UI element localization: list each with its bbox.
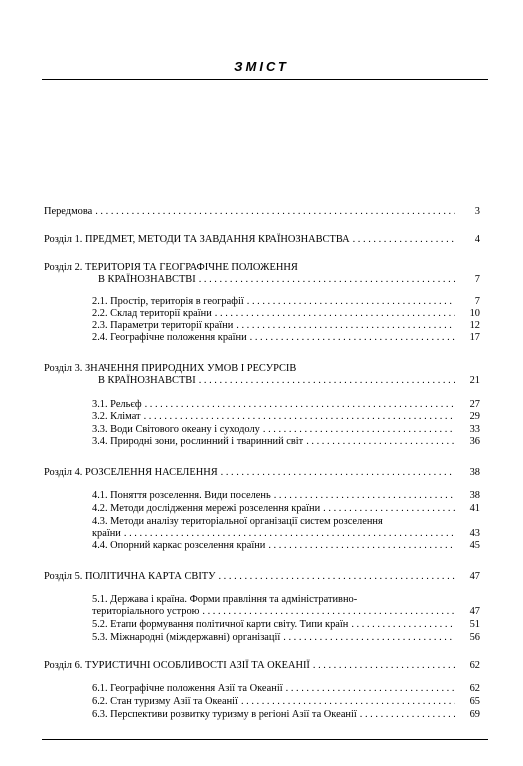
toc-page-number: 29 bbox=[469, 411, 480, 422]
toc-entry-section-3[interactable] bbox=[98, 375, 480, 387]
toc-page-number: 36 bbox=[469, 436, 480, 447]
toc-entry-text: 4.1. Поняття розселення. Види поселень bbox=[92, 490, 271, 501]
toc-entry-text: В КРАЇНОЗНАВСТВІ bbox=[98, 274, 196, 285]
toc-entry-text: 3.2. Клімат bbox=[92, 411, 141, 422]
toc-page-number: 69 bbox=[469, 709, 480, 720]
toc-page-number: 38 bbox=[469, 490, 480, 501]
toc-entry-text: 4.4. Опорний каркас розселення країни bbox=[92, 540, 266, 551]
toc-page-number: 62 bbox=[469, 683, 480, 694]
bottom-rule bbox=[42, 739, 488, 740]
toc-entry-2-4[interactable] bbox=[92, 332, 480, 344]
toc-entry-4-3[interactable] bbox=[92, 528, 480, 540]
toc-entry-text: 6.3. Перспективи розвитку туризму в регіоні Азії та Океанії bbox=[92, 709, 357, 720]
dot-leader bbox=[360, 709, 455, 721]
toc-entry-text: Розділ 1. ПРЕДМЕТ, МЕТОДИ ТА ЗАВДАННЯ КРАЇНОЗНАВСТВА bbox=[44, 234, 350, 245]
toc-entry-4-3-line1[interactable]: 4.3. Методи аналізу територіальної організації систем розселення bbox=[92, 516, 383, 527]
toc-entry-5-2[interactable] bbox=[92, 619, 480, 631]
toc-page-number: 56 bbox=[469, 632, 480, 643]
toc-page-number: 7 bbox=[474, 274, 480, 285]
toc-page-number: 47 bbox=[469, 571, 480, 582]
toc-page-number: 12 bbox=[469, 320, 480, 331]
toc-page-number: 4 bbox=[474, 234, 480, 245]
toc-entry-text: Розділ 5. ПОЛІТИЧНА КАРТА СВІТУ bbox=[44, 571, 216, 582]
toc-entry-2-1[interactable] bbox=[92, 296, 480, 308]
toc-entry-text: країни bbox=[92, 528, 121, 539]
toc-page-number: 33 bbox=[469, 424, 480, 435]
dot-leader bbox=[247, 296, 455, 308]
dot-leader bbox=[202, 606, 455, 618]
toc-entry-section-5[interactable] bbox=[44, 571, 480, 583]
page-title: ЗМІСТ bbox=[234, 59, 289, 74]
toc-entry-preface[interactable] bbox=[44, 206, 480, 218]
dot-leader bbox=[274, 490, 455, 502]
toc-entry-section-4[interactable] bbox=[44, 467, 480, 479]
toc-entry-5-1[interactable] bbox=[92, 606, 480, 618]
dot-leader bbox=[306, 436, 455, 448]
dot-leader bbox=[236, 320, 455, 332]
toc-entry-text: 2.2. Склад території країни bbox=[92, 308, 212, 319]
dot-leader bbox=[263, 424, 455, 436]
toc-entry-text: В КРАЇНОЗНАВСТВІ bbox=[98, 375, 196, 386]
toc-page-number: 47 bbox=[469, 606, 480, 617]
toc-entry-text: Передмова bbox=[44, 206, 93, 217]
toc-page-number: 7 bbox=[474, 296, 480, 307]
dot-leader bbox=[250, 332, 455, 344]
toc-entry-text: 2.1. Простір, територія в географії bbox=[92, 296, 244, 307]
dot-leader bbox=[268, 540, 455, 552]
toc-entry-text: 6.2. Стан туризму Азії та Океанії bbox=[92, 696, 238, 707]
toc-entry-4-1[interactable] bbox=[92, 490, 480, 502]
toc-entry-text: територіального устрою bbox=[92, 606, 200, 617]
dot-leader bbox=[199, 375, 455, 387]
toc-page-number: 41 bbox=[469, 503, 480, 514]
dot-leader bbox=[95, 206, 455, 218]
dot-leader bbox=[124, 528, 455, 540]
dot-leader bbox=[221, 467, 455, 479]
dot-leader bbox=[351, 619, 455, 631]
toc-entry-2-3[interactable] bbox=[92, 320, 480, 332]
dot-leader bbox=[241, 696, 455, 708]
toc-entry-4-2[interactable] bbox=[92, 503, 480, 515]
toc-entry-text: 3.1. Рельєф bbox=[92, 399, 142, 410]
toc-entry-3-2[interactable] bbox=[92, 411, 480, 423]
dot-leader bbox=[199, 274, 455, 286]
toc-page-number: 21 bbox=[469, 375, 480, 386]
toc-page-number: 3 bbox=[474, 206, 480, 217]
toc-entry-text: 5.2. Етапи формування політичної карти світу. Типи країн bbox=[92, 619, 349, 630]
toc-entry-5-3[interactable] bbox=[92, 632, 480, 644]
dot-leader bbox=[313, 660, 455, 672]
toc-entry-5-1-line1[interactable]: 5.1. Держава і країна. Форми правління та адміністративно- bbox=[92, 594, 358, 605]
toc-page-number: 38 bbox=[469, 467, 480, 478]
toc-page-number: 45 bbox=[469, 540, 480, 551]
dot-leader bbox=[215, 308, 455, 320]
dot-leader bbox=[353, 234, 455, 246]
toc-entry-3-1[interactable] bbox=[92, 399, 480, 411]
dot-leader bbox=[145, 399, 455, 411]
toc-entry-6-3[interactable] bbox=[92, 709, 480, 721]
toc-entry-text: 2.3. Параметри території країни bbox=[92, 320, 234, 331]
toc-page-number: 17 bbox=[469, 332, 480, 343]
toc-entry-text: 2.4. Географічне положення країни bbox=[92, 332, 247, 343]
toc-entry-section-2-line1[interactable]: Розділ 2. ТЕРИТОРІЯ ТА ГЕОГРАФІЧНЕ ПОЛОЖЕННЯ bbox=[44, 262, 298, 273]
toc-entry-text: Розділ 4. РОЗСЕЛЕННЯ НАСЕЛЕННЯ bbox=[44, 467, 218, 478]
dot-leader bbox=[283, 632, 455, 644]
toc-entry-4-4[interactable] bbox=[92, 540, 480, 552]
toc-page-number: 51 bbox=[469, 619, 480, 630]
toc-entry-3-3[interactable] bbox=[92, 424, 480, 436]
dot-leader bbox=[286, 683, 455, 695]
toc-entry-section-3-line1[interactable]: Розділ 3. ЗНАЧЕННЯ ПРИРОДНИХ УМОВ І РЕСУРСІВ bbox=[44, 363, 297, 374]
toc-entry-6-2[interactable] bbox=[92, 696, 480, 708]
toc-entry-section-2[interactable] bbox=[98, 274, 480, 286]
toc-page-number: 65 bbox=[469, 696, 480, 707]
toc-page-number: 43 bbox=[469, 528, 480, 539]
toc-page-number: 62 bbox=[469, 660, 480, 671]
toc-entry-text: 6.1. Географічне положення Азії та Океанії bbox=[92, 683, 283, 694]
toc-entry-text: 5.3. Міжнародні (міждержавні) організації bbox=[92, 632, 281, 643]
dot-leader bbox=[144, 411, 455, 423]
toc-entry-6-1[interactable] bbox=[92, 683, 480, 695]
toc-entry-text: Розділ 6. ТУРИСТИЧНІ ОСОБЛИВОСТІ АЗІЇ ТА ОКЕАНІЇ bbox=[44, 660, 310, 671]
toc-entry-text: 3.4. Природні зони, рослинний і тваринний світ bbox=[92, 436, 304, 447]
toc-entry-section-6[interactable] bbox=[44, 660, 480, 672]
toc-entry-2-2[interactable] bbox=[92, 308, 480, 320]
dot-leader bbox=[323, 503, 455, 515]
toc-page-number: 10 bbox=[469, 308, 480, 319]
toc-entry-text: 3.3. Води Світового океану і суходолу bbox=[92, 424, 260, 435]
toc-page-number: 27 bbox=[469, 399, 480, 410]
toc-entry-text: 4.2. Методи дослідження мережі розселення країни bbox=[92, 503, 321, 514]
dot-leader bbox=[218, 571, 455, 583]
toc-entry-section-1[interactable] bbox=[44, 234, 480, 246]
toc-entry-3-4[interactable] bbox=[92, 436, 480, 448]
